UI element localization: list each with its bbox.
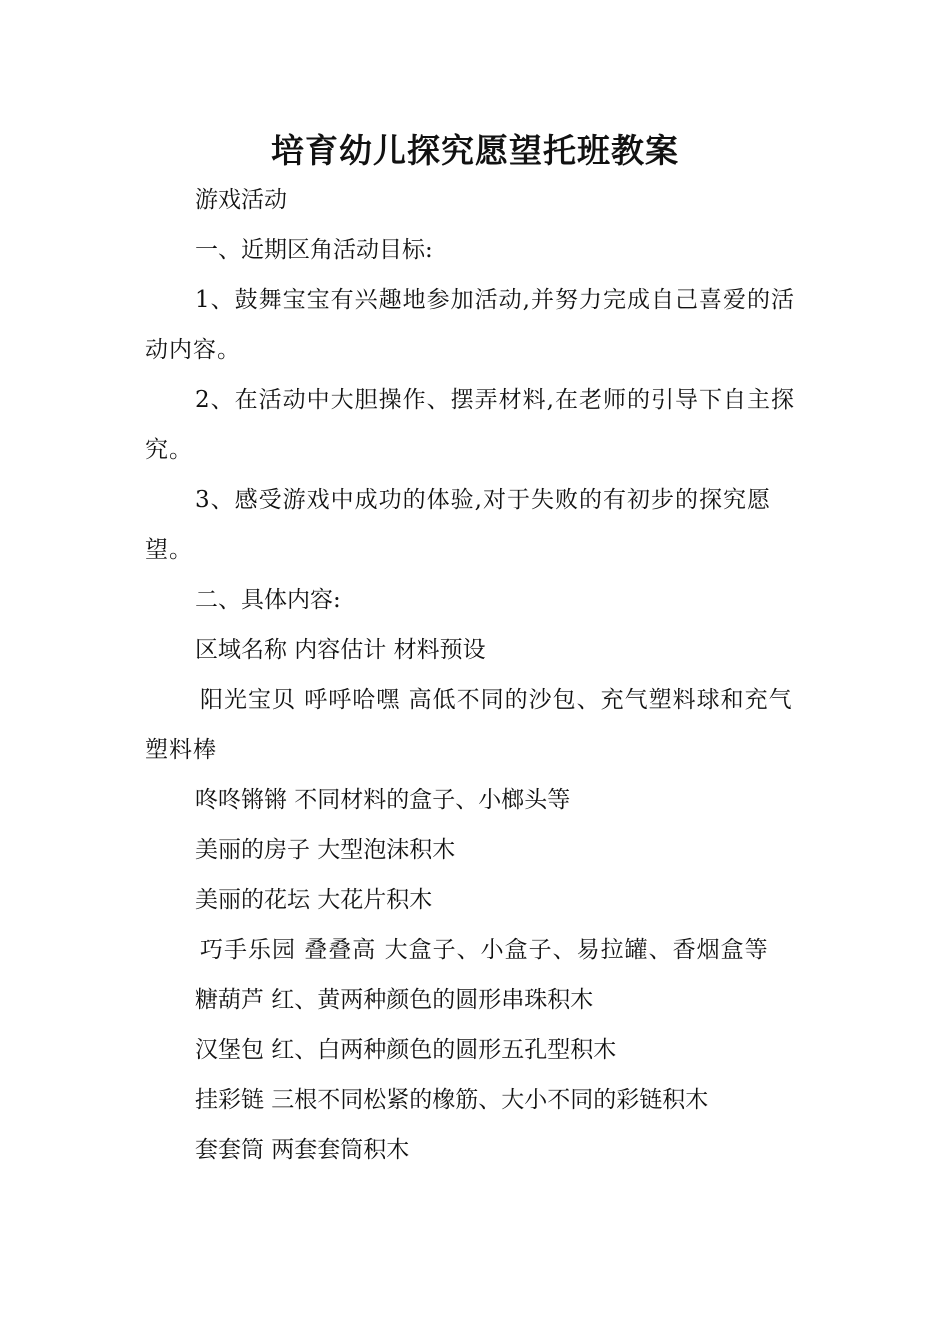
content-row-nesting-cups: 套套筒 两套套筒积木 bbox=[195, 1137, 410, 1163]
document-body bbox=[145, 175, 810, 1175]
heading-goals: 一、近期区角活动目标: bbox=[195, 237, 433, 263]
heading-content: 二、具体内容: bbox=[195, 587, 341, 613]
section-label-game-activity: 游戏活动 bbox=[195, 187, 287, 213]
goal-item-2: 2、在活动中大胆操作、摆弄材料,在老师的引导下自主探究。 bbox=[145, 387, 795, 463]
content-row-hamburger: 汉堡包 红、白两种颜色的圆形五孔型积木 bbox=[195, 1037, 617, 1063]
document-title: 培育幼儿探究愿望托班教案 bbox=[271, 131, 679, 170]
content-row-flower-bed: 美丽的花坛 大花片积木 bbox=[195, 887, 433, 913]
content-row-sunshine-baby: 阳光宝贝 呼呼哈嘿 高低不同的沙包、充气塑料球和充气塑料棒 bbox=[145, 687, 793, 763]
content-table-header: 区域名称 内容估计 材料预设 bbox=[195, 637, 486, 663]
goal-item-3: 3、感受游戏中成功的体验,对于失败的有初步的探究愿望。 bbox=[145, 487, 771, 563]
content-row-hanging-chain: 挂彩链 三根不同松紧的橡筋、大小不同的彩链积木 bbox=[195, 1087, 709, 1113]
content-row-candied-haws: 糖葫芦 红、黄两种颜色的圆形串珠积木 bbox=[195, 987, 594, 1013]
content-row-dongdong: 咚咚锵锵 不同材料的盒子、小榔头等 bbox=[195, 787, 571, 813]
goal-item-1: 1、鼓舞宝宝有兴趣地参加活动,并努力完成自己喜爱的活动内容。 bbox=[145, 287, 795, 363]
content-row-handy-park: 巧手乐园 叠叠高 大盒子、小盒子、易拉罐、香烟盒等 bbox=[200, 937, 769, 963]
content-row-beautiful-house: 美丽的房子 大型泡沫积木 bbox=[195, 837, 456, 863]
